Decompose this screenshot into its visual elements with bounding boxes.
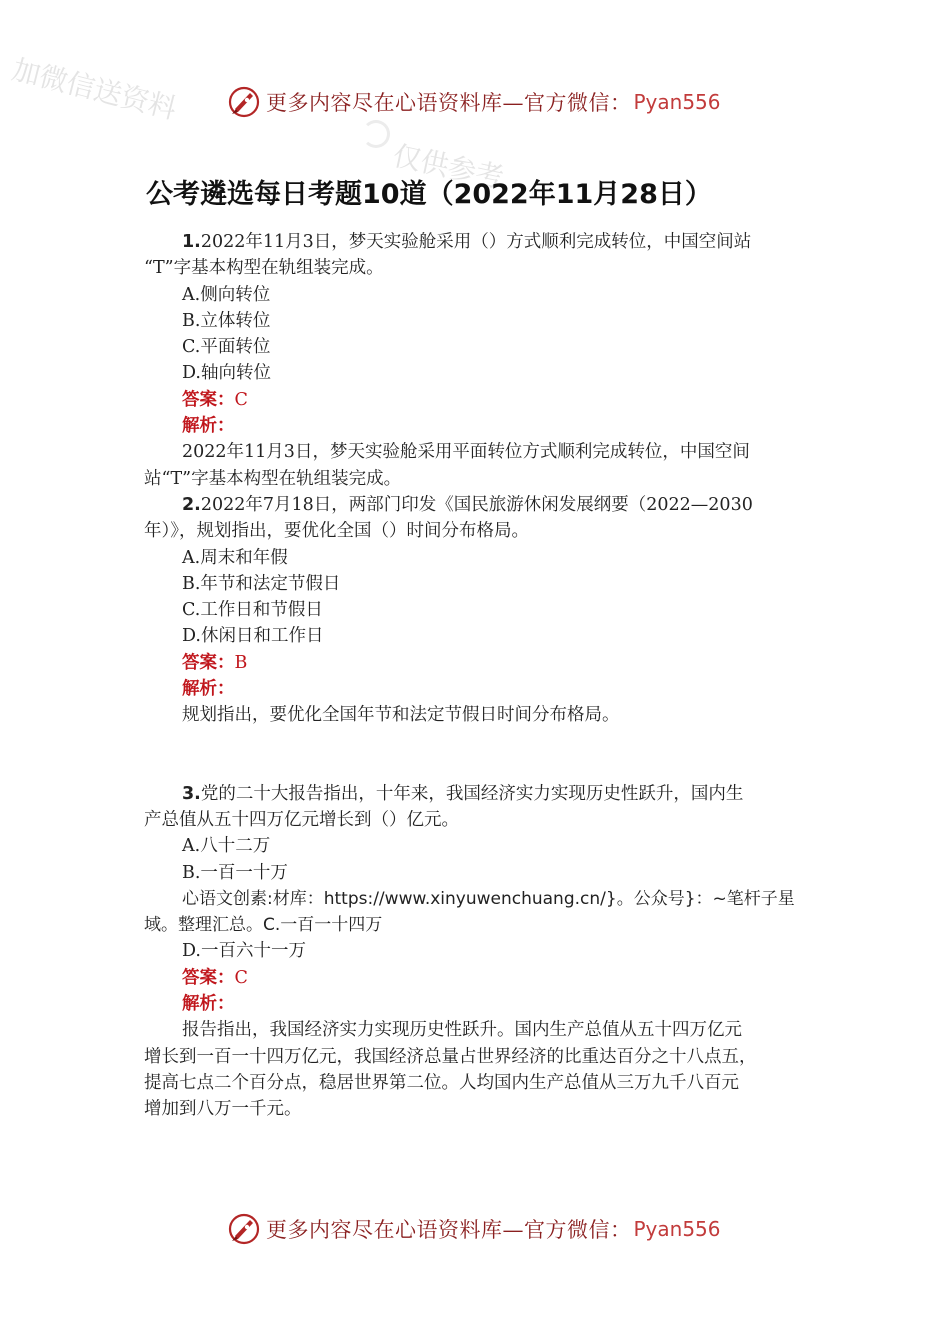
option-b: B.年节和法定节假日 [182, 573, 341, 594]
inserted-source-line: 心语文创素:材库：https://www.xinyuwenchuang.cn/}。公众号}：~笔杆子星 [182, 888, 795, 909]
explanation-line: 站“T”字基本构型在轨组装完成。 [144, 468, 402, 489]
question-number: 1. [182, 232, 201, 252]
question-3-line-1 [144, 781, 810, 807]
banner-wechat-id: Pyan556 [633, 90, 721, 114]
explanation-line: 增长到一百一十四万亿元，我国经济总量占世界经济的比重达百分之十八点五， [144, 1046, 757, 1067]
banner-text: 更多内容尽在心语资料库—官方微信： [266, 1218, 632, 1242]
question-text: 2022年7月18日，两部门印发《国民旅游休闲发展纲要（2022—2030 [200, 494, 753, 515]
question-3-line-2: 产总值从五十四万亿元增长到（）亿元。 [144, 809, 459, 830]
option-a: A.侧向转位 [182, 284, 271, 305]
answer-label: 答案： [182, 967, 235, 988]
answer-line [144, 965, 810, 991]
question-text: 党的二十大报告指出，十年来，我国经济实力实现历史性跃升，国内生 [200, 783, 744, 804]
question-1-line-2: “T”字基本构型在轨组装完成。 [144, 258, 384, 279]
explanation-label: 解析： [182, 416, 235, 437]
question-1-line-1 [144, 229, 810, 255]
explanation-line: 报告指出，我国经济实力实现历史性跃升。国内生产总值从五十四万亿元 [182, 1020, 742, 1041]
pen-logo-icon [226, 1211, 262, 1247]
inserted-source-line: 域。整理汇总。C.一百一十四万 [144, 915, 383, 936]
watermark-text: 加微信送资料 [8, 52, 180, 126]
option-a: A.八十二万 [182, 836, 271, 857]
header-banner [226, 82, 721, 122]
question-2-line-2: 年）》，规划指出，要优化全国（）时间分布格局。 [144, 521, 529, 542]
option-b: B.立体转位 [182, 310, 271, 331]
option-c: C.平面转位 [182, 337, 271, 358]
option-a: A.周末和年假 [182, 547, 288, 568]
answer-value: C [234, 389, 248, 410]
question-number: 2. [182, 494, 201, 515]
answer-line [144, 650, 810, 676]
explanation-line: 增加到八万一千元。 [144, 1099, 302, 1120]
answer-line [144, 387, 810, 413]
explanation-line: 提高七点二个百分点，稳居世界第二位。人均国内生产总值从三万九千八百元 [144, 1072, 739, 1093]
option-d: D.一百六十一万 [182, 941, 306, 962]
explanation-line: 规划指出，要优化全国年节和法定节假日时间分布格局。 [182, 705, 620, 726]
answer-label: 答案： [182, 652, 235, 673]
pen-logo-icon [226, 84, 262, 120]
explanation-label: 解析： [182, 679, 235, 700]
banner-text: 更多内容尽在心语资料库—官方微信： [266, 91, 632, 115]
answer-value: C [234, 967, 248, 988]
document-body [144, 229, 810, 1123]
banner-wechat-id: Pyan556 [633, 1217, 721, 1241]
answer-label: 答案： [182, 389, 235, 410]
explanation-label: 解析： [182, 994, 235, 1015]
option-d: D.休闲日和工作日 [182, 626, 324, 647]
watermark-text: 仅供参考 [390, 138, 507, 195]
explanation-line: 2022年11月3日，梦天实验舱采用平面转位方式顺利完成转位，中国空间 [182, 442, 750, 463]
footer-banner [226, 1209, 721, 1249]
question-2-line-1 [144, 492, 810, 518]
option-d: D.轴向转位 [182, 363, 271, 384]
question-number: 3. [182, 783, 201, 804]
spacer [144, 729, 810, 781]
watermark-circle [362, 120, 390, 148]
option-c: C.工作日和节假日 [182, 600, 323, 621]
page-title: 公考遴选每日考题10道（2022年11月28日） [146, 179, 712, 210]
option-b: B.一百一十万 [182, 862, 288, 883]
answer-value: B [234, 652, 248, 673]
question-text: 2022年11月3日，梦天实验舱采用（）方式顺利完成转位，中国空间站 [200, 232, 752, 252]
